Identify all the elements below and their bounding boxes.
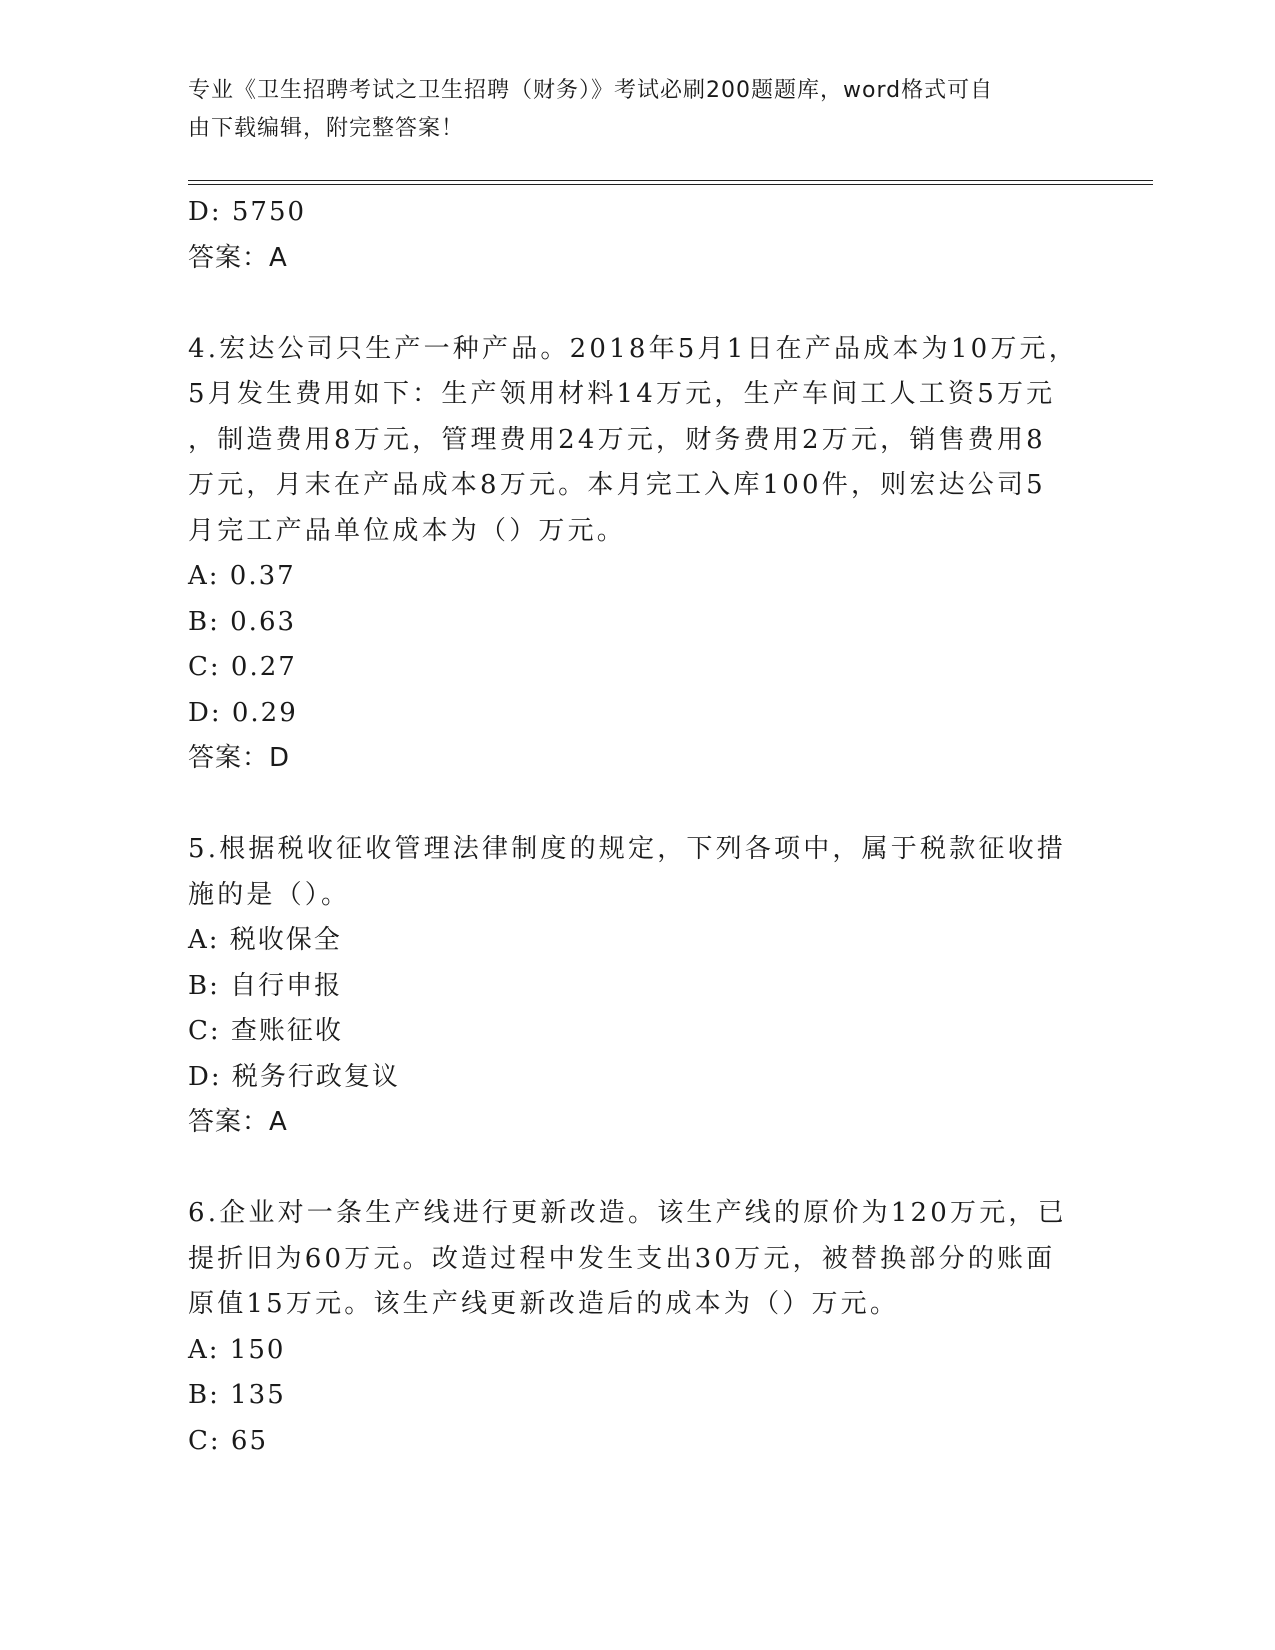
option-a: A: 150	[188, 1334, 286, 1365]
question-5-answer: 答案：A	[188, 1107, 288, 1137]
header-divider-top	[188, 180, 1153, 181]
option-a: A: 0.37	[188, 561, 296, 591]
option-d: D: 5750	[188, 197, 307, 227]
question-4-options	[188, 554, 1068, 736]
question-4-text-line-4: 万元，月末在产品成本8万元。本月完工入库100件，则宏达公司5	[188, 470, 1046, 500]
previous-question-tail	[188, 190, 1068, 281]
option-d: D: 0.29	[188, 697, 298, 728]
spacer	[188, 782, 1068, 828]
question-4-text-line-3: ，制造费用8万元，管理费用24万元，财务费用2万元，销售费用8	[188, 424, 1046, 455]
answer-line: 答案：A	[188, 242, 288, 273]
question-4-text-line-5: 月完工产品单位成本为（）万元。	[188, 515, 627, 546]
question-4-answer: 答案：D	[188, 743, 291, 773]
question-5-text-line-1: 5.根据税收征收管理法律制度的规定，下列各项中，属于税款征收措	[188, 834, 1067, 864]
page-header	[188, 72, 1068, 148]
question-4-text-line-2: 5月发生费用如下：生产领用材料14万元，生产车间工人工资5万元	[188, 379, 1056, 409]
option-b: B: 自行申报	[188, 970, 343, 1001]
question-6	[188, 1191, 1068, 1328]
document-body	[188, 190, 1078, 1464]
question-4-text-line-1: 4.宏达公司只生产一种产品。2018年5月1日在产品成本为10万元，	[188, 333, 1078, 364]
option-c: C: 65	[188, 1425, 269, 1456]
question-5	[188, 827, 1068, 918]
question-5-text-line-2: 施的是（）。	[188, 879, 351, 910]
option-d: D: 税务行政复议	[188, 1061, 400, 1092]
spacer	[188, 1146, 1068, 1192]
option-a: A: 税收保全	[188, 925, 342, 955]
question-6-text-line-2: 提折旧为60万元。改造过程中发生支出30万元，被替换部分的账面	[188, 1243, 1056, 1274]
question-4	[188, 327, 1078, 555]
option-c: C: 0.27	[188, 652, 297, 682]
option-b: B: 0.63	[188, 606, 297, 637]
question-6-text-line-3: 原值15万元。该生产线更新改造后的成本为（）万元。	[188, 1289, 900, 1319]
spacer	[188, 281, 1068, 327]
option-b: B: 135	[188, 1380, 286, 1410]
option-c: C: 查账征收	[188, 1016, 343, 1046]
header-divider-bottom	[188, 184, 1153, 185]
header-line-1: 专业《卫生招聘考试之卫生招聘（财务）》考试必刷200题题库，word格式可自	[188, 78, 994, 103]
question-5-options	[188, 918, 1068, 1100]
header-line-2: 由下载编辑，附完整答案！	[188, 116, 465, 141]
question-6-text-line-1: 6.企业对一条生产线进行更新改造。该生产线的原价为120万元，已	[188, 1198, 1067, 1228]
question-6-options	[188, 1328, 1068, 1465]
